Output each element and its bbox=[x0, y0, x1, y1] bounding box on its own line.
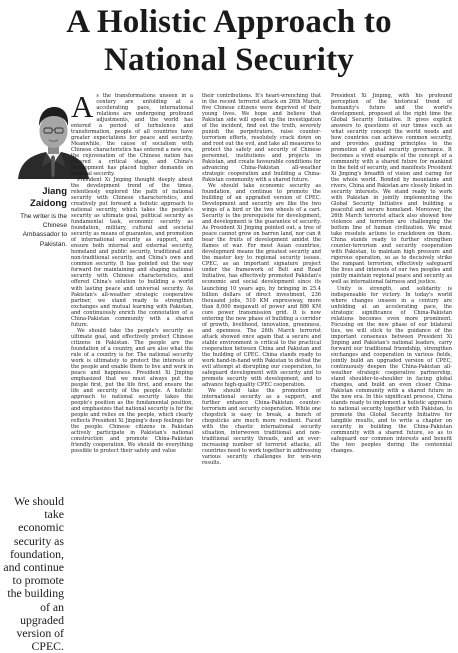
column-3-paragraph-1: President Xi Jinping, with his profound perception of the historical trend of humanity's future and the world's development, proposed at the right time the Global Security Initiative. It gives explicit answers to questions of our times such as what security concept the world needs and how countries can achieve common security, and provides guiding principles to the promotion of global security governance. It becomes a vivid example of the concept of a community with a shared future for mankind in the field of security, and manifests President Xi Jinping's breadth of vision and caring for the whole world. Bonded by mountains and rivers, China and Pakistan are closely linked in security interests. We stand ready to work with Pakistan in jointly implementing the Global Security Initiative and building a peaceful and secure homeland. Moreover, the 26th March terrorist attack also showed how violence and terrorism are challenging the bottom line of human civilization. We must take resolute actions to crackdown on them. China stands ready to further strengthen counter-terrorism and security cooperation with Pakistan, to maintain high pressure and rigorous operation, so as to decisively strike the rampant terrorism, effectively safeguard the lives and interests of our two peoples and jointly maintain regional peace and security as well as international fairness and justice. bbox=[331, 93, 452, 286]
headline-line-2: National Security bbox=[104, 42, 354, 78]
article-column-3 bbox=[331, 93, 452, 634]
pull-quote: We should take economic security as foundation, and continue to promote the building of an upgraded version of CPEC. bbox=[3, 494, 64, 653]
column-1-paragraph-1: As the transformations unseen in a century are unfolding at a accelerating pace, international relations are undergoing profound adjustments, and the world has entered a period of turbulence and transformation, people of all countries have greater expectations for peace and security. Meanwhile, the cause of socialism with Chinese characteristics has entered a new era, the rejuvenation of the Chinese nation has entered a critical stage, and China's development has placed higher demands on national security. bbox=[71, 93, 193, 178]
column-2-paragraph-1: their contributions. It's heart-wrenching that in the recent terrorist attack on 26th March, five Chinese citizens were deprived of their young lives. We hope and believe that Pakistan side will speed up the investigation of the incident, find out the truth, severely punish the perpetrators, raise counter-terrorism efforts, resolutely crack down on and root out the evil, and take all measures to protect the safety and security of Chinese personnel, institutions and projects in Pakistan, and create favourable conditions for advancing China-Pakistan all-weather strategic cooperation and building a China-Pakistan community with a shared future. bbox=[202, 93, 321, 184]
author-byline bbox=[5, 186, 67, 249]
headline-line-1: A Holistic Approach to bbox=[66, 4, 392, 40]
article-column-2 bbox=[202, 93, 321, 634]
column-1-paragraph-2: President Xi Jinping thought deeply about the development trend of the times, relentlessly explored the path of national security with Chinese characteristics, and creatively put forward a holistic approach to national security, which takes the people's security as ultimate goal, political security as fundamental task, economic security as foundation, military, cultural and societal security as means of guarantee, and promotion of international security as support, and ensure both internal and external security, homeland and public security, traditional and non-traditional security, and China's own and common security. It has pointed out the way forward for maintaining and shaping national security with Chinese characteristics, and offered China's solution to building a world with lasting peace and universal security. As Pakistan's all-weather strategic cooperative partner, we stand ready to strengthen exchanges and mutual learning with Pakistan, and continuously enrich the connotation of a China-Pakistan community with a shared future. bbox=[71, 177, 193, 328]
drop-cap: A bbox=[71, 93, 94, 124]
article-column-1 bbox=[71, 93, 193, 634]
column-1-paragraph-3: We should take the people's security as ultimate goal, and effectively protect Chinese citizens in Pakistan. The people are the foundation of a country, and are also what the rule of a country is for. The national security work is ultimately to protect the interests of the people and enable them to live and work in peace and happiness. President Xi Jinping emphasized that we must always put the people first, put the life first, and ensure the life and security of the people. A holistic approach to national security takes the people's position as the fundamental position, and emphasizes that national security is for the people and relies on the people, which clearly reflects President Xi Jinping's deep feelings for the people. Chinese citizens in Pakistan actively participate in Pakistan's national construction and promote China-Pakistan friendly cooperation. We should do everything possible to protect their safety and value bbox=[71, 327, 193, 454]
author-name: Jiang Zaidong bbox=[30, 186, 67, 209]
column-2-paragraph-3: We should take the promotion of international security as a support, and further enhance China-Pakistan counter-terrorism and security cooperation. While one chopstick is easy to break, a bunch of chopsticks are much more resilient. Faced with the chaotic international security situation, interwoven traditional and non-traditional security threads, and an ever-increasing number of terrorist attacks, all countries need to work together in addressing various security challenges for win-win results. bbox=[202, 387, 321, 466]
author-role: The writer is the Chinese Ambassador to Pakistan. bbox=[20, 213, 67, 248]
column-2-paragraph-2: We should take economic security as foundation, and continue to promote the building of an upgraded version of CPEC. Development and security are like the two wings of a bird or the two wheels of a cart. Security is the prerequisite for development, and development is the guarantee of security. As President Xi Jinping pointed out, a tree of peace cannot grow on barren land, nor can it bear the fruits of development amidst the flames of war. For most Asian countries, development means the greatest security and the master key to regional security issues. CPEC, as an important signature project under the framework of Belt and Road Initiative, has effectively promoted Pakistan's economic and social development since its launching 10 years ago, by bringing in 25.4 billion dollars of direct investment, 236 thousand jobs, 510 KM expressway, more than 8,000 megawatt of power and 886 KM core power transmission grid. It is now entering the new phase of building a corridor of growth, livelihood, innovation, greenness, and openness. The 26th March terrorist attack showed once again that a secure and stable environment is critical to the practical cooperation between China and Pakistan and the building of CPEC. China stands ready to work hand-in-hand with Pakistan to defeat the evil attempt at disrupting our cooperation, to safeguard development with security and to promote security with development, and to advance high-quality CPEC cooperation. bbox=[202, 183, 321, 388]
column-3-paragraph-2: Unity is strength, and solidarity is indispensable for victory. In today's world where changes unseen in a century are unfolding at an accelerating pace, the strategic significance of China-Pakistan relations becomes even more prominent. Focusing on the new phase of our bilateral ties, we will stick to the guidance of the important consensus between President Xi Jinping and Pakistan's national leaders, carry forward our traditional friendship, strengthen exchanges and cooperation in various fields, jointly build an upgraded version of CPEC, continuously deepen the China-Pakistan all-weather strategic cooperative partnership, stand shoulder-to-shoulder in facing global changes, and build an even closer China-Pakistan community with a shared future in the new era. In this significant process, China stands ready to implement a holistic approach to national security together with Pakistan, to promote the Global Security Initiative for tangible results, and to write a chapter on security in building the China-Pakistan community with a shared future, so as to safeguard our common interests and benefit the two peoples during the centennial changes. bbox=[331, 285, 452, 454]
